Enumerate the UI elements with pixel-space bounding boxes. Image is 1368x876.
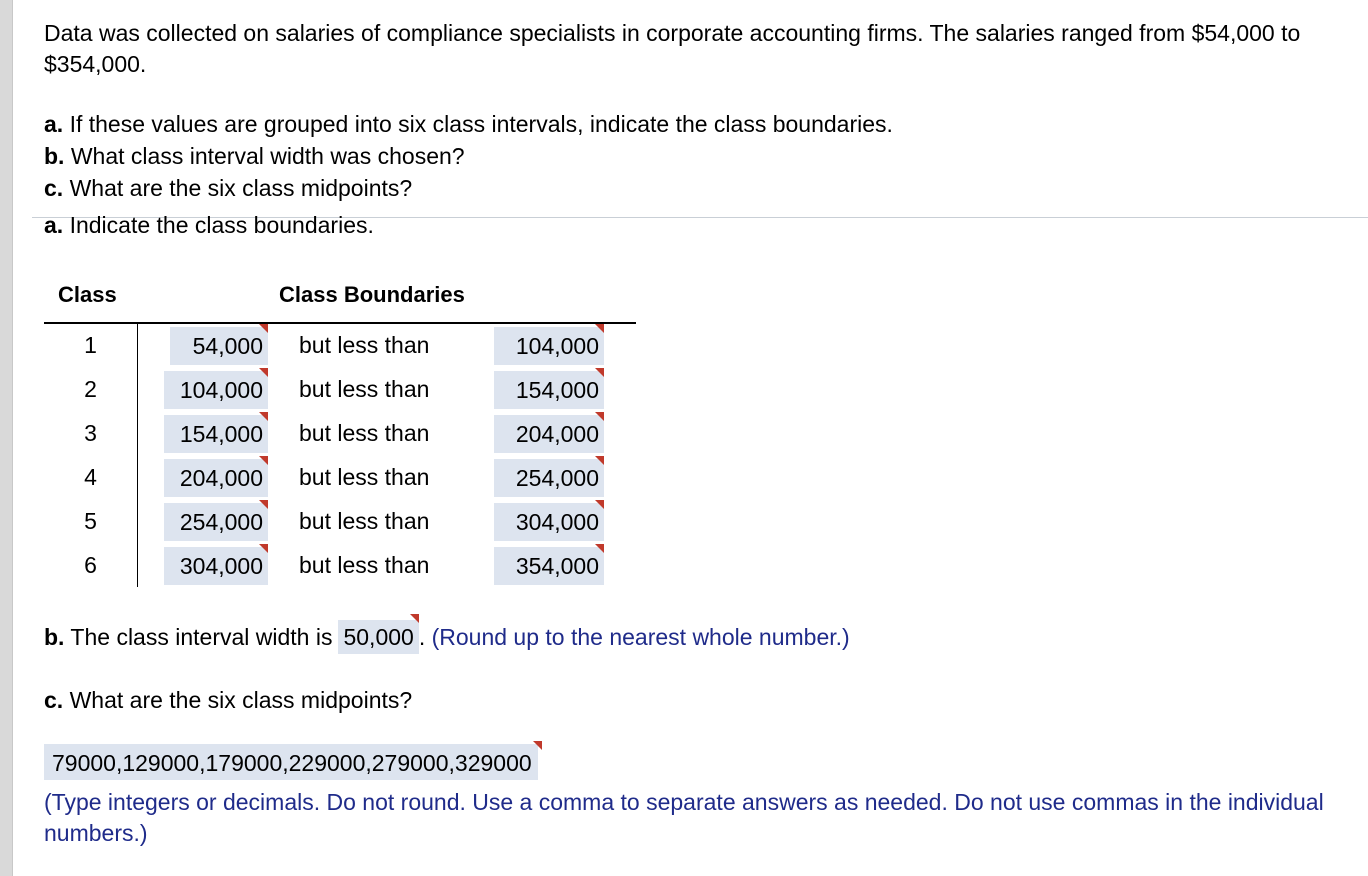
part-c-label: c. xyxy=(44,175,64,201)
class-number: 3 xyxy=(84,420,97,446)
section-c-heading xyxy=(44,685,412,715)
table-row xyxy=(44,412,636,456)
section-c-text: What are the six class midpoints? xyxy=(63,687,413,713)
connector-text: but less than xyxy=(299,376,430,402)
part-a-label: a. xyxy=(44,111,64,137)
section-b-period: . xyxy=(418,624,426,650)
part-c-text: What are the six class midpoints? xyxy=(63,175,413,201)
question-part-a xyxy=(44,108,893,140)
upper-boundary-answer[interactable]: 354,000 xyxy=(494,547,604,585)
section-a-heading xyxy=(44,210,374,240)
midpoints-answer[interactable]: 79000,129000,179000,229000,279000,329000 xyxy=(44,744,538,780)
table-row xyxy=(44,500,636,544)
lower-boundary-answer[interactable]: 254,000 xyxy=(164,503,268,541)
upper-boundary-answer[interactable]: 204,000 xyxy=(494,415,604,453)
part-a-text: If these values are grouped into six class intervals, indicate the class boundaries. xyxy=(63,111,893,137)
table-row xyxy=(44,368,636,412)
part-b-text: What class interval width was chosen? xyxy=(64,143,465,169)
left-scroll-bar xyxy=(0,0,13,876)
table-row xyxy=(44,544,636,588)
upper-boundary-answer[interactable]: 254,000 xyxy=(494,459,604,497)
lower-boundary-answer[interactable]: 304,000 xyxy=(164,547,268,585)
class-number: 4 xyxy=(84,464,97,490)
class-number: 2 xyxy=(84,376,97,402)
question-intro-text: Data was collected on salaries of compliance specialists in corporate accounting firms. The salaries ranged from $54,000 to $354,000. xyxy=(44,20,1301,77)
question-part-b xyxy=(44,140,893,172)
upper-boundary-answer[interactable]: 304,000 xyxy=(494,503,604,541)
rounding-hint: (Round up to the nearest whole number.) xyxy=(431,624,850,650)
class-number: 6 xyxy=(84,552,97,578)
lower-boundary-answer[interactable]: 54,000 xyxy=(170,327,268,365)
section-b-text: The class interval width is xyxy=(64,624,333,650)
section-c-label: c. xyxy=(44,687,64,713)
table-row xyxy=(44,456,636,500)
question-intro xyxy=(44,18,1344,80)
connector-text: but less than xyxy=(299,508,430,534)
connector-text: but less than xyxy=(299,420,430,446)
answer-format-note: (Type integers or decimals. Do not round. Use a comma to separate answers as needed. Do not use commas in the individual numbers.) xyxy=(44,789,1324,846)
lower-boundary-answer[interactable]: 204,000 xyxy=(164,459,268,497)
class-number: 1 xyxy=(84,332,97,358)
lower-boundary-answer[interactable]: 104,000 xyxy=(164,371,268,409)
section-a-text: Indicate the class boundaries. xyxy=(63,212,374,238)
interval-width-answer[interactable]: 50,000 xyxy=(338,620,418,654)
connector-text: but less than xyxy=(299,552,430,578)
header-class-boundaries: Class Boundaries xyxy=(279,282,465,307)
connector-text: but less than xyxy=(299,332,430,358)
lower-boundary-answer[interactable]: 154,000 xyxy=(164,415,268,453)
section-b xyxy=(44,620,850,654)
upper-boundary-answer[interactable]: 154,000 xyxy=(494,371,604,409)
table-row xyxy=(44,324,636,368)
question-part-c xyxy=(44,172,893,204)
connector-text: but less than xyxy=(299,464,430,490)
upper-boundary-answer[interactable]: 104,000 xyxy=(494,327,604,365)
section-a-label: a. xyxy=(44,212,64,238)
part-b-label: b. xyxy=(44,143,65,169)
section-b-label: b. xyxy=(44,624,65,650)
class-number: 5 xyxy=(84,508,97,534)
header-class: Class xyxy=(58,282,117,307)
question-parts xyxy=(44,108,893,204)
